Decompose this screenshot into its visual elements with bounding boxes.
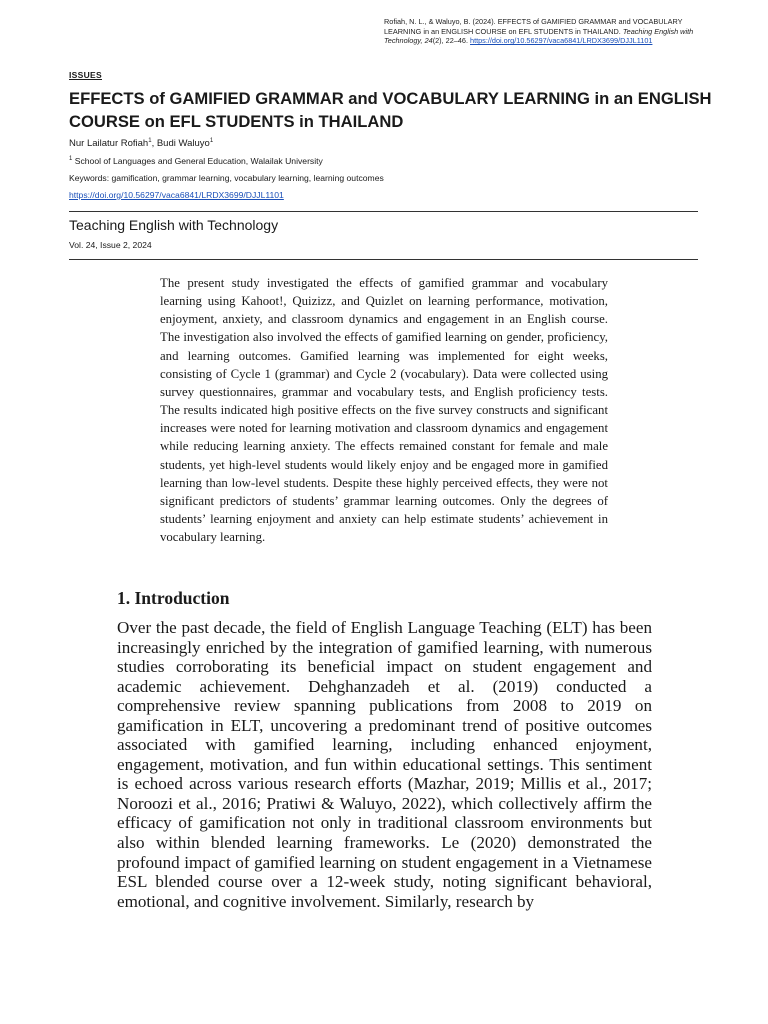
author-separator: , [151,138,157,149]
author-2: Budi Waluyo [156,138,210,149]
author-1: Nur Lailatur Rofiah [69,138,149,149]
authors-line [69,138,213,149]
citation-header [384,17,704,46]
citation-doi-link[interactable]: https://doi.org/10.56297/vaca6841/LRDX3699/DJJL1101 [470,36,653,46]
divider-top [69,211,698,212]
citation-journal: Teaching English with Technology, 24 [384,26,694,46]
abstract: The present study investigated the effects of gamified grammar and vocabulary learning using Kahoot!, Quizizz, and Quizlet on learning performance, motivation, enjoyment, anxiety, and classroom dynamics and engagement in an English course. The investigation also involved the effects of gamified learning on gender, proficiency, and learning outcomes. Gamified learning was implemented for eight weeks, consisting of Cycle 1 (grammar) and Cycle 2 (vocabulary). Data were collected using survey questionnaires, grammar and vocabulary tests, and English proficiency tests. The results indicated high positive effects on the five survey constructs and significant increases were noted for learning motivation and classroom dynamics and engagement while reducing learning anxiety. The effects remained constant for female and male students, yet high-level students would likely enjoy and be engaged more in gamified learning than low-level students. Despite these highly perceived effects, they were not significant predictors of students’ grammar learning outcomes. Only the degrees of students’ learning enjoyment and anxiety can help estimate students’ achievement in vocabulary learning. [160,276,608,545]
section-label[interactable]: ISSUES [69,70,102,80]
author-2-affil-marker: 1 [209,138,214,144]
doi-link[interactable]: https://doi.org/10.56297/vaca6841/LRDX3699/DJJL1101 [69,190,284,200]
journal-name: Teaching English with Technology [69,217,279,233]
keywords: Keywords: gamification, grammar learning, vocabulary learning, learning outcomes [69,173,384,183]
volume-info: Vol. 24, Issue 2, 2024 [69,240,152,250]
citation-text: Rofiah, N. L., & Waluyo, B. (2024). EFFECTS of GAMIFIED GRAMMAR and VOCABULARY LEARNING in an ENGLISH COURSE on EFL STUDENTS in THAILAND. [384,17,683,36]
affiliation-marker: 1 [69,156,73,162]
divider-bottom [69,259,698,260]
affiliation-text: School of Languages and General Education, Walailak University [72,156,323,166]
citation-pages: (2), 22–46. [432,36,471,46]
article-title: EFFECTS of GAMIFIED GRAMMAR and VOCABULARY LEARNING in an ENGLISH COURSE on EFL STUDENTS in THAILAND [69,89,712,131]
body-paragraph: Over the past decade, the field of English Language Teaching (ELT) has been increasingly enriched by the integration of gamified learning, with numerous studies corroborating its beneficial impact on student engagement and academic achievement. Dehghanzadeh et al. (2019) conducted a comprehensive review spanning publications from 2008 to 2019 on gamification in ELT, uncovering a predominant trend of positive outcomes associated with gamified learning, including enhanced enjoyment, engagement, motivation, and fun within educational settings. This sentiment is echoed across various research efforts (Mazhar, 2019; Millis et al., 2017; Noroozi et al., 2016; Pratiwi & Waluyo, 2022), which collectively affirm the efficacy of gamification not only in traditional classroom environments but also within blended learning frameworks. Le (2020) demonstrated the profound impact of gamified learning on student engagement in a Vietnamese ESL blended course over a 12-week study, noting significant behavioral, emotional, and cognitive involvement. Similarly, research by [117,618,652,911]
section-heading: 1. Introduction [117,588,230,608]
affiliation [69,156,323,166]
author-1-affil-marker: 1 [148,138,152,144]
doi-line [69,190,284,200]
